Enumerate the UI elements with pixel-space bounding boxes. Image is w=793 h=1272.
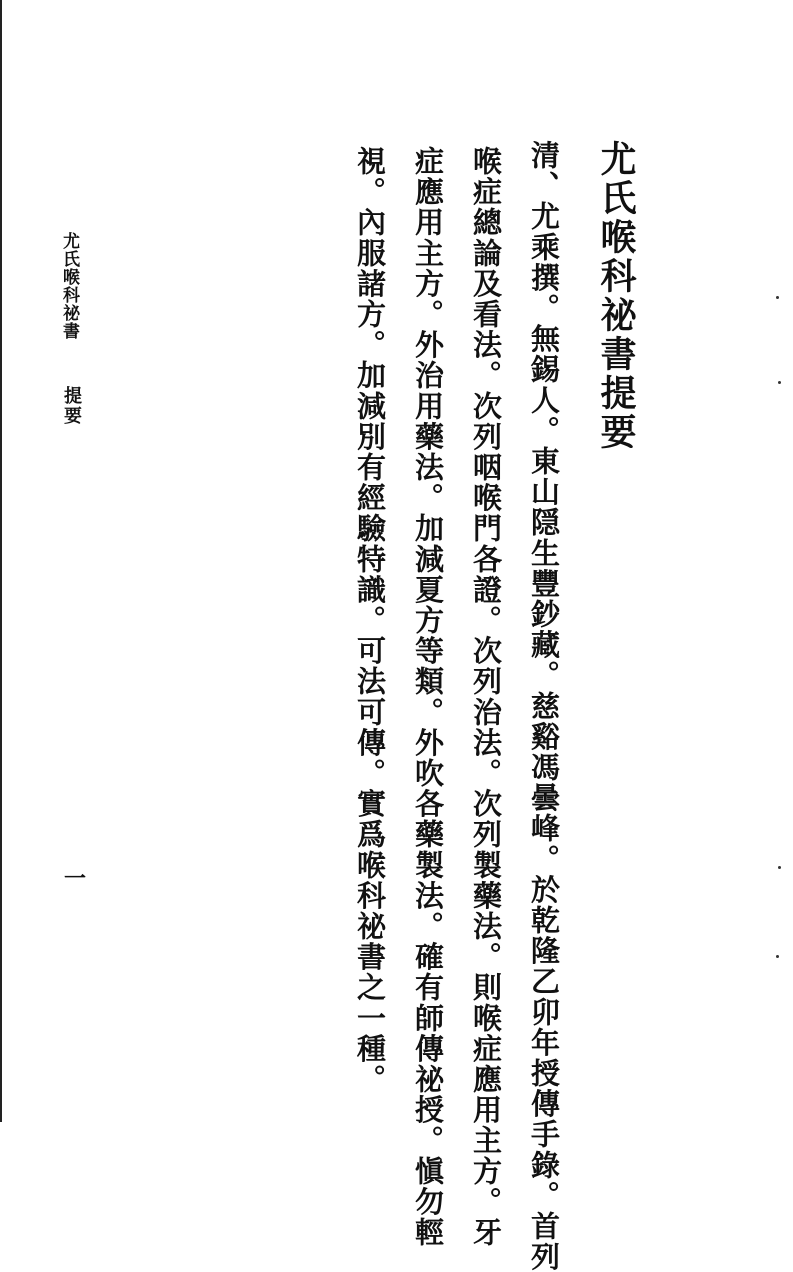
- page-title: 尤氏喉科祕書提要: [595, 140, 637, 452]
- body-text-line-4: 視。內服諸方。加減別有經驗特識。可法可傳。實爲喉科祕書之一種。: [353, 146, 387, 1095]
- page-number: 一: [64, 866, 87, 892]
- margin-book-title: 尤氏喉科祕書: [59, 232, 79, 340]
- body-text-line-2: 喉症總論及看法。次列咽喉門各證。次列治法。次列製藥法。則喉症應用主方。牙: [469, 146, 503, 1248]
- scan-speck: [778, 381, 781, 384]
- body-text-line-3: 症應用主方。外治用藥法。加減夏方等類。外吹各藥製法。確有師傳祕授。愼勿輕: [411, 146, 445, 1248]
- scan-speck: [776, 955, 779, 958]
- body-text-line-1: 清、尤乘撰。無錫人。東山隠生豐鈔藏。慈谿馮曇峰。於乾隆乙卯年授傳手錄。首列: [527, 140, 561, 1272]
- margin-section-label: 提要: [61, 386, 82, 426]
- page-left-border: [0, 0, 2, 1122]
- scan-speck: [776, 296, 779, 299]
- scan-speck: [778, 866, 781, 869]
